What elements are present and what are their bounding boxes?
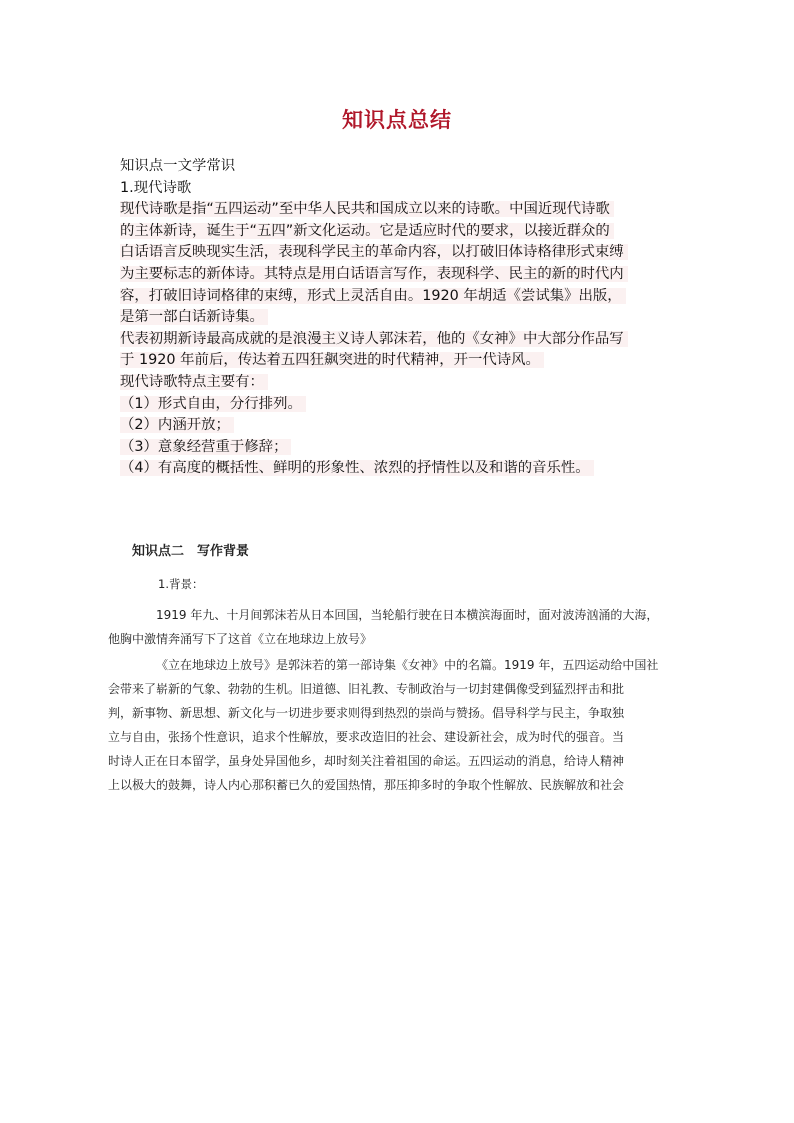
body-line	[120, 350, 692, 372]
paragraph-line: 1919 年九、十月间郭沫若从日本回国，当轮船行驶在日本横滨海面时，面对波涛汹涌的大海，	[156, 608, 659, 622]
page-title: 知识点总结	[342, 107, 452, 132]
paragraph-line: 他胸中激情奔涌写下了这首《立在地球边上放号》	[108, 632, 373, 646]
body-line-text: 的主体新诗，诞生于“五四”新文化运动。它是适应时代的要求，以接近群众的	[120, 223, 614, 239]
body-line-text: 是第一部白话新诗集。	[120, 309, 268, 325]
list-item	[120, 415, 692, 437]
list-item	[120, 458, 692, 480]
body-line	[120, 242, 692, 264]
body-line	[120, 264, 692, 286]
body-line-text: 于 1920 年前后，传达着五四狂飙突进的时代精神，开一代诗风。	[120, 352, 544, 368]
body-line	[120, 286, 692, 308]
paragraph-line: 立与自由，张扬个性意识，追求个性解放，要求改造旧的社会、建设新社会，成为时代的强音。当	[108, 730, 625, 744]
body-line-text: 容，打破旧诗词格律的束缚，形式上灵活自由。1920 年胡适《尝试集》出版，	[120, 288, 626, 304]
paragraph-line: 上以极大的鼓舞，诗人内心那积蓄已久的爱国热情，那压抑多时的争取个性解放、民族解放和社会	[108, 778, 625, 792]
section2-heading: 知识点二 写作背景	[132, 544, 250, 559]
body-line-text: 白话语言反映现实生活，表现科学民主的革命内容，以打破旧体诗格律形式束缚	[120, 244, 628, 260]
subheading-background: 1.背景：	[158, 577, 204, 591]
body-line-text: 代表初期新诗最高成就的是浪漫主义诗人郭沫若，他的《女神》中大部分作品写	[120, 331, 628, 347]
paragraph-line: 《立在地球边上放号》是郭沫若的第一部诗集《女神》中的名篇。1919 年，五四运动给中国社	[156, 658, 659, 672]
body-line	[120, 372, 692, 394]
body-line	[120, 199, 692, 221]
list-item-text: （3）意象经营重于修辞；	[120, 439, 291, 455]
list-item	[120, 394, 692, 416]
paragraph-line: 判，新事物、新思想、新文化与一切进步要求则得到热烈的崇尚与赞扬。倡导科学与民主，争取独	[108, 706, 625, 720]
paragraph-background-2	[108, 653, 680, 797]
section1-heading: 知识点一文学常识	[120, 158, 236, 174]
list-item-text: （2）内涵开放；	[120, 417, 234, 433]
list-item	[120, 437, 692, 459]
body-line-text: 现代诗歌特点主要有：	[120, 374, 268, 390]
paragraph-line: 会带来了崭新的气象、勃勃的生机。旧道德、旧礼教、专制政治与一切封建偶像受到猛烈抨击和批	[108, 682, 625, 696]
body-line-text: 现代诗歌是指“五四运动”至中华人民共和国成立以来的诗歌。中国近现代诗歌	[120, 201, 614, 217]
paragraph-background-1	[108, 603, 680, 651]
section-writing-background	[108, 542, 680, 799]
subheading-modern-poetry: 1.现代诗歌	[120, 179, 192, 196]
body-line	[120, 221, 692, 243]
list-item-text: （4）有高度的概括性、鲜明的形象性、浓烈的抒情性以及和谐的音乐性。	[120, 460, 594, 476]
section-literary-knowledge	[120, 156, 692, 480]
body-line	[120, 329, 692, 351]
list-item-text: （1）形式自由，分行排列。	[120, 396, 306, 412]
body-line-text: 为主要标志的新体诗。其特点是用白话语言写作，表现科学、民主的新的时代内	[120, 266, 628, 282]
body-line	[120, 307, 692, 329]
paragraph-line: 时诗人正在日本留学，虽身处异国他乡，却时刻关注着祖国的命运。五四运动的消息，给诗人精神	[108, 754, 625, 768]
